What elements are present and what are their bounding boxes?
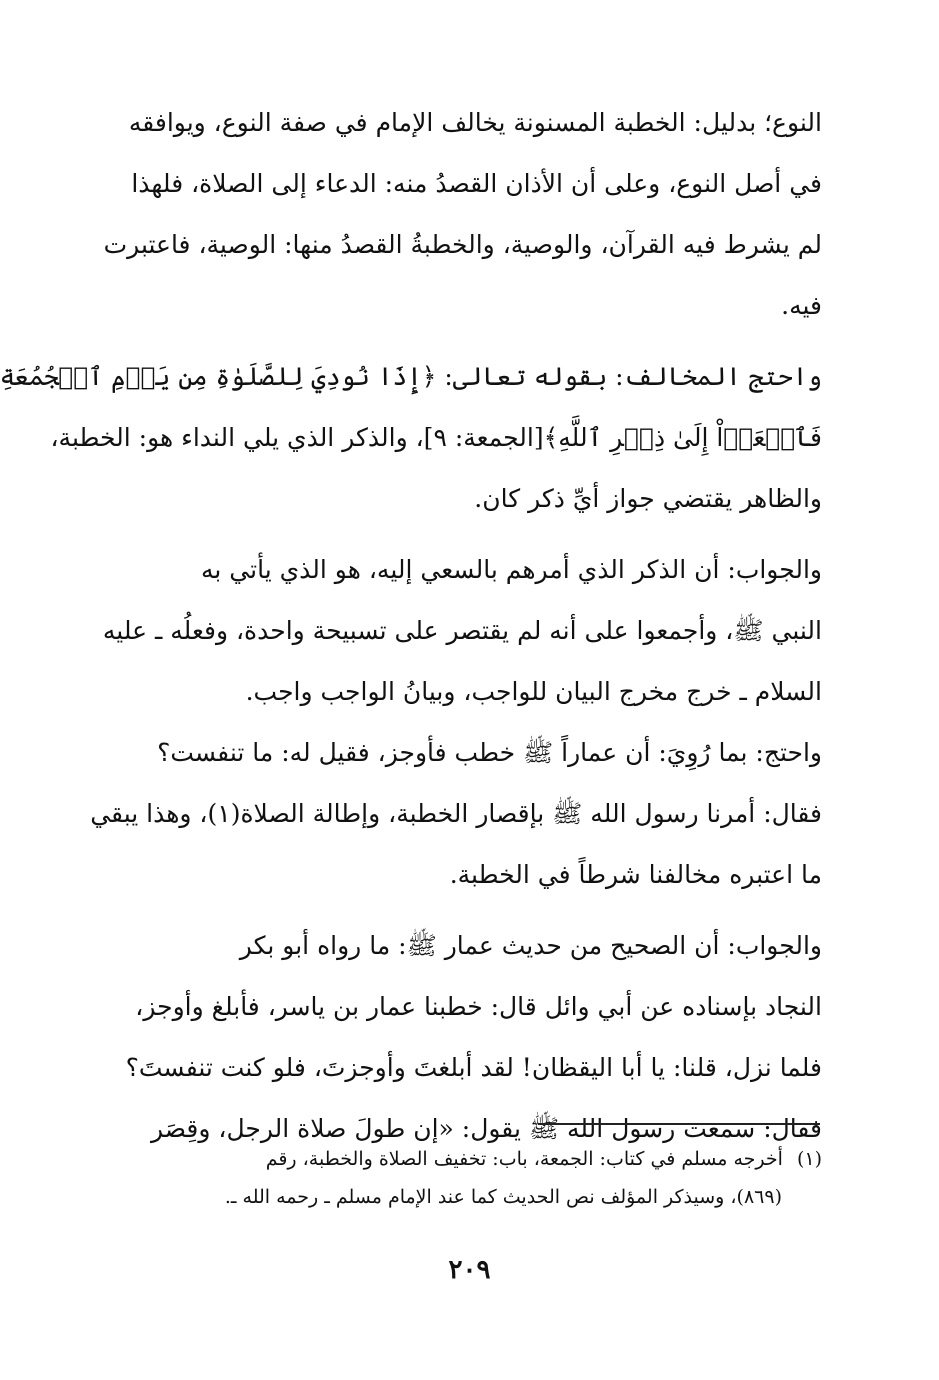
text-line: فقال: أمرنا رسول الله ﷺ بإقصار الخطبة، وإطالة الصلاة(١)، وهذا يبقي bbox=[90, 799, 822, 828]
text-line: في أصل النوع، وعلى أن الأذان القصدُ منه: الدعاء إلى الصلاة، فلهذا bbox=[131, 169, 822, 198]
text-line: ما اعتبره مخالفنا شرطاً في الخطبة. bbox=[449, 860, 822, 889]
text-line: النوع؛ بدليل: الخطبة المسنونة يخالف الإمام في صفة النوع، ويوافقه bbox=[128, 108, 822, 137]
footnotes bbox=[112, 1140, 822, 1216]
text-line: فيه. bbox=[781, 291, 822, 320]
paragraph-1 bbox=[103, 92, 822, 336]
text-line: فَٱسۡعَوۡاْ إِلَىٰ ذِكۡرِ ٱللَّهِ﴾[الجمعة: ٩]، والذكر الذي يلي النداء هو: الخطبة، bbox=[50, 423, 822, 452]
paragraph-2 bbox=[0, 346, 822, 529]
footnote-text: أخرجه مسلم في كتاب: الجمعة، باب: تخفيف الصلاة والخطبة، رقم bbox=[265, 1148, 783, 1170]
paragraph-4 bbox=[90, 722, 822, 905]
text-line: فقال: سمعت رسول الله ﷺ يقول: «إن طولَ صلاة الرجل، وقِصَر bbox=[150, 1114, 822, 1143]
text-line: السلام ـ خرج مخرج البيان للواجب، وبيانُ الواجب واجب. bbox=[245, 677, 822, 706]
text-line: النبي ﷺ، وأجمعوا على أنه لم يقتصر على تسبيحة واحدة، وفعلُه ـ عليه bbox=[102, 616, 822, 645]
page-number: ٢٠٩ bbox=[448, 1255, 491, 1285]
text-line: النجاد بإسناده عن أبي وائل قال: خطبنا عمار بن ياسر، فأبلغ وأوجز، bbox=[135, 992, 822, 1021]
text-line: والجواب: أن الذكر الذي أمرهم بالسعي إليه، هو الذي يأتي به bbox=[200, 555, 822, 584]
footnote-divider bbox=[538, 1123, 820, 1125]
text-line: والجواب: أن الصحيح من حديث عمار ﷺ: ما رواه أبو بكر bbox=[239, 931, 822, 960]
text-line: والظاهر يقتضي جواز أيِّ ذكر كان. bbox=[474, 484, 822, 513]
text-line: لم يشرط فيه القرآن، والوصية، والخطبةُ القصدُ منها: الوصية، فاعتبرت bbox=[103, 230, 822, 259]
text-line: واحتج: بما رُوِيَ: أن عماراً ﷺ خطب فأوجز، فقيل له: ما تنفست؟ bbox=[157, 738, 822, 767]
main-text bbox=[0, 92, 822, 1159]
text-line: فلما نزل، قلنا: يا أبا اليقظان! لقد أبلغتَ وأوجزتَ، فلو كنت تنفستَ؟ bbox=[125, 1053, 822, 1082]
paragraph-3 bbox=[102, 539, 822, 722]
text-line: واحتج المخالف: بقوله تعالى: ﴿إِذَا نُودِيَ لِلصَّلَوٰةِ مِن يَوۡمِ ٱلۡجُمُعَةِ bbox=[0, 362, 822, 391]
footnote-line bbox=[112, 1140, 822, 1178]
footnote-number: (١) bbox=[796, 1148, 822, 1170]
footnote-line: (٨٦٩)، وسيذكر المؤلف نص الحديث كما عند الإمام مسلم ـ رحمه الله ـ. bbox=[224, 1186, 782, 1208]
